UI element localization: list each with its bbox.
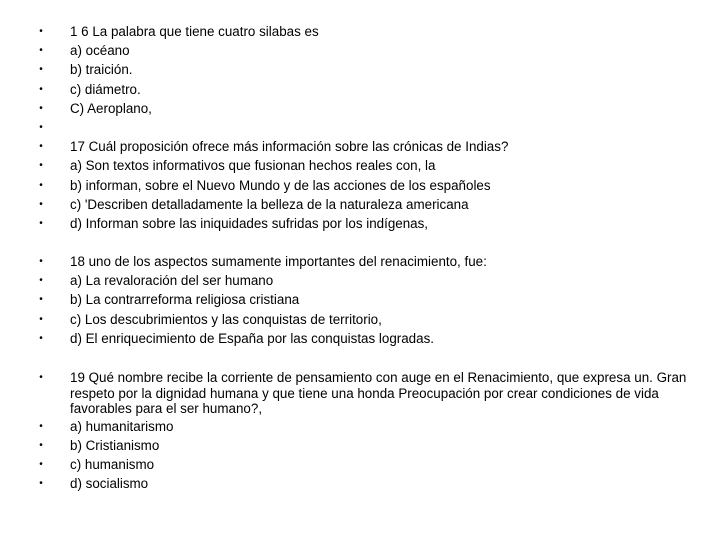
list-item bbox=[36, 252, 716, 271]
q16-question: 1 6 La palabra que tiene cuatro silabas es bbox=[70, 24, 319, 39]
q16-option-d: C) Aeroplano, bbox=[70, 100, 152, 116]
list-item bbox=[36, 156, 716, 175]
bullet-icon: • bbox=[39, 160, 43, 172]
list-item bbox=[36, 417, 716, 436]
bullet-icon: • bbox=[39, 372, 43, 383]
list-item bbox=[36, 474, 716, 493]
q16-option-b: b) traición. bbox=[70, 62, 133, 78]
bullet-icon: • bbox=[39, 217, 43, 229]
bullet-icon: • bbox=[39, 45, 43, 57]
list-item-empty bbox=[36, 118, 716, 137]
q19-option-c: c) humanismo bbox=[70, 456, 155, 472]
list-item bbox=[36, 329, 716, 348]
bullet-icon: • bbox=[39, 198, 43, 210]
bullet-icon: • bbox=[39, 439, 43, 451]
list-item bbox=[36, 290, 716, 309]
list-item bbox=[36, 137, 716, 156]
q18-option-b: b) La contrarreforma religiosa cristiana bbox=[70, 292, 300, 308]
bullet-icon: • bbox=[39, 26, 43, 37]
list-item bbox=[36, 22, 716, 41]
bullet-icon: • bbox=[39, 313, 43, 325]
list-item bbox=[36, 214, 716, 233]
list-item bbox=[36, 368, 716, 417]
q16-option-c: c) diámetro. bbox=[70, 81, 141, 97]
q19-question: 19 Qué nombre recibe la corriente de pensamiento con auge en el Renacimiento, que expresa un. Gran respeto por la dignidad humana y que tiene una honda Preocupación por crear condiciones de vida favorables para el ser humano?, bbox=[70, 370, 687, 416]
q17-option-b: b) informan, sobre el Nuevo Mundo y de las acciones de los españoles bbox=[70, 177, 491, 193]
list-item bbox=[36, 310, 716, 329]
list-item bbox=[36, 271, 716, 290]
bullet-icon: • bbox=[39, 121, 43, 133]
q18-question: 18 uno de los aspectos sumamente importantes del renacimiento, fue: bbox=[70, 254, 487, 269]
q17-option-d: d) Informan sobre las iniquidades sufridas por los indígenas, bbox=[70, 215, 429, 231]
bullet-icon: • bbox=[39, 179, 43, 191]
bullet-icon: • bbox=[39, 102, 43, 114]
q17-option-c: c) 'Describen detalladamente la belleza de la naturaleza americana bbox=[70, 196, 469, 212]
bullet-icon: • bbox=[39, 458, 43, 470]
bullet-icon: • bbox=[39, 294, 43, 306]
question-19 bbox=[36, 368, 716, 493]
questions-16-17 bbox=[36, 22, 716, 233]
list-item bbox=[36, 436, 716, 455]
question-18 bbox=[36, 252, 716, 348]
bullet-icon: • bbox=[39, 83, 43, 95]
q18-option-d: d) El enriquecimiento de España por las conquistas logradas. bbox=[70, 330, 434, 346]
bullet-icon: • bbox=[39, 141, 43, 153]
list-item bbox=[36, 176, 716, 195]
bullet-icon: • bbox=[39, 275, 43, 287]
q19-option-a: a) humanitarismo bbox=[70, 418, 174, 434]
list-item bbox=[36, 195, 716, 214]
bullet-icon: • bbox=[39, 332, 43, 344]
q18-option-a: a) La revaloración del ser humano bbox=[70, 273, 274, 289]
list-item bbox=[36, 99, 716, 118]
list-item bbox=[36, 455, 716, 474]
bullet-icon: • bbox=[39, 64, 43, 76]
q17-option-a: a) Son textos informativos que fusionan hechos reales con, la bbox=[70, 158, 436, 174]
q19-option-b: b) Cristianismo bbox=[70, 437, 160, 453]
q18-option-c: c) Los descubrimientos y las conquistas de territorio, bbox=[70, 311, 382, 327]
list-item bbox=[36, 41, 716, 60]
bullet-icon: • bbox=[39, 478, 43, 490]
bullet-icon: • bbox=[39, 256, 43, 267]
list-item bbox=[36, 60, 716, 79]
q17-question: 17 Cuál proposición ofrece más información sobre las crónicas de Indias? bbox=[70, 139, 509, 155]
list-item bbox=[36, 80, 716, 99]
bullet-icon: • bbox=[39, 420, 43, 432]
q19-option-d: d) socialismo bbox=[70, 476, 149, 492]
q16-option-a: a) océano bbox=[70, 43, 130, 59]
